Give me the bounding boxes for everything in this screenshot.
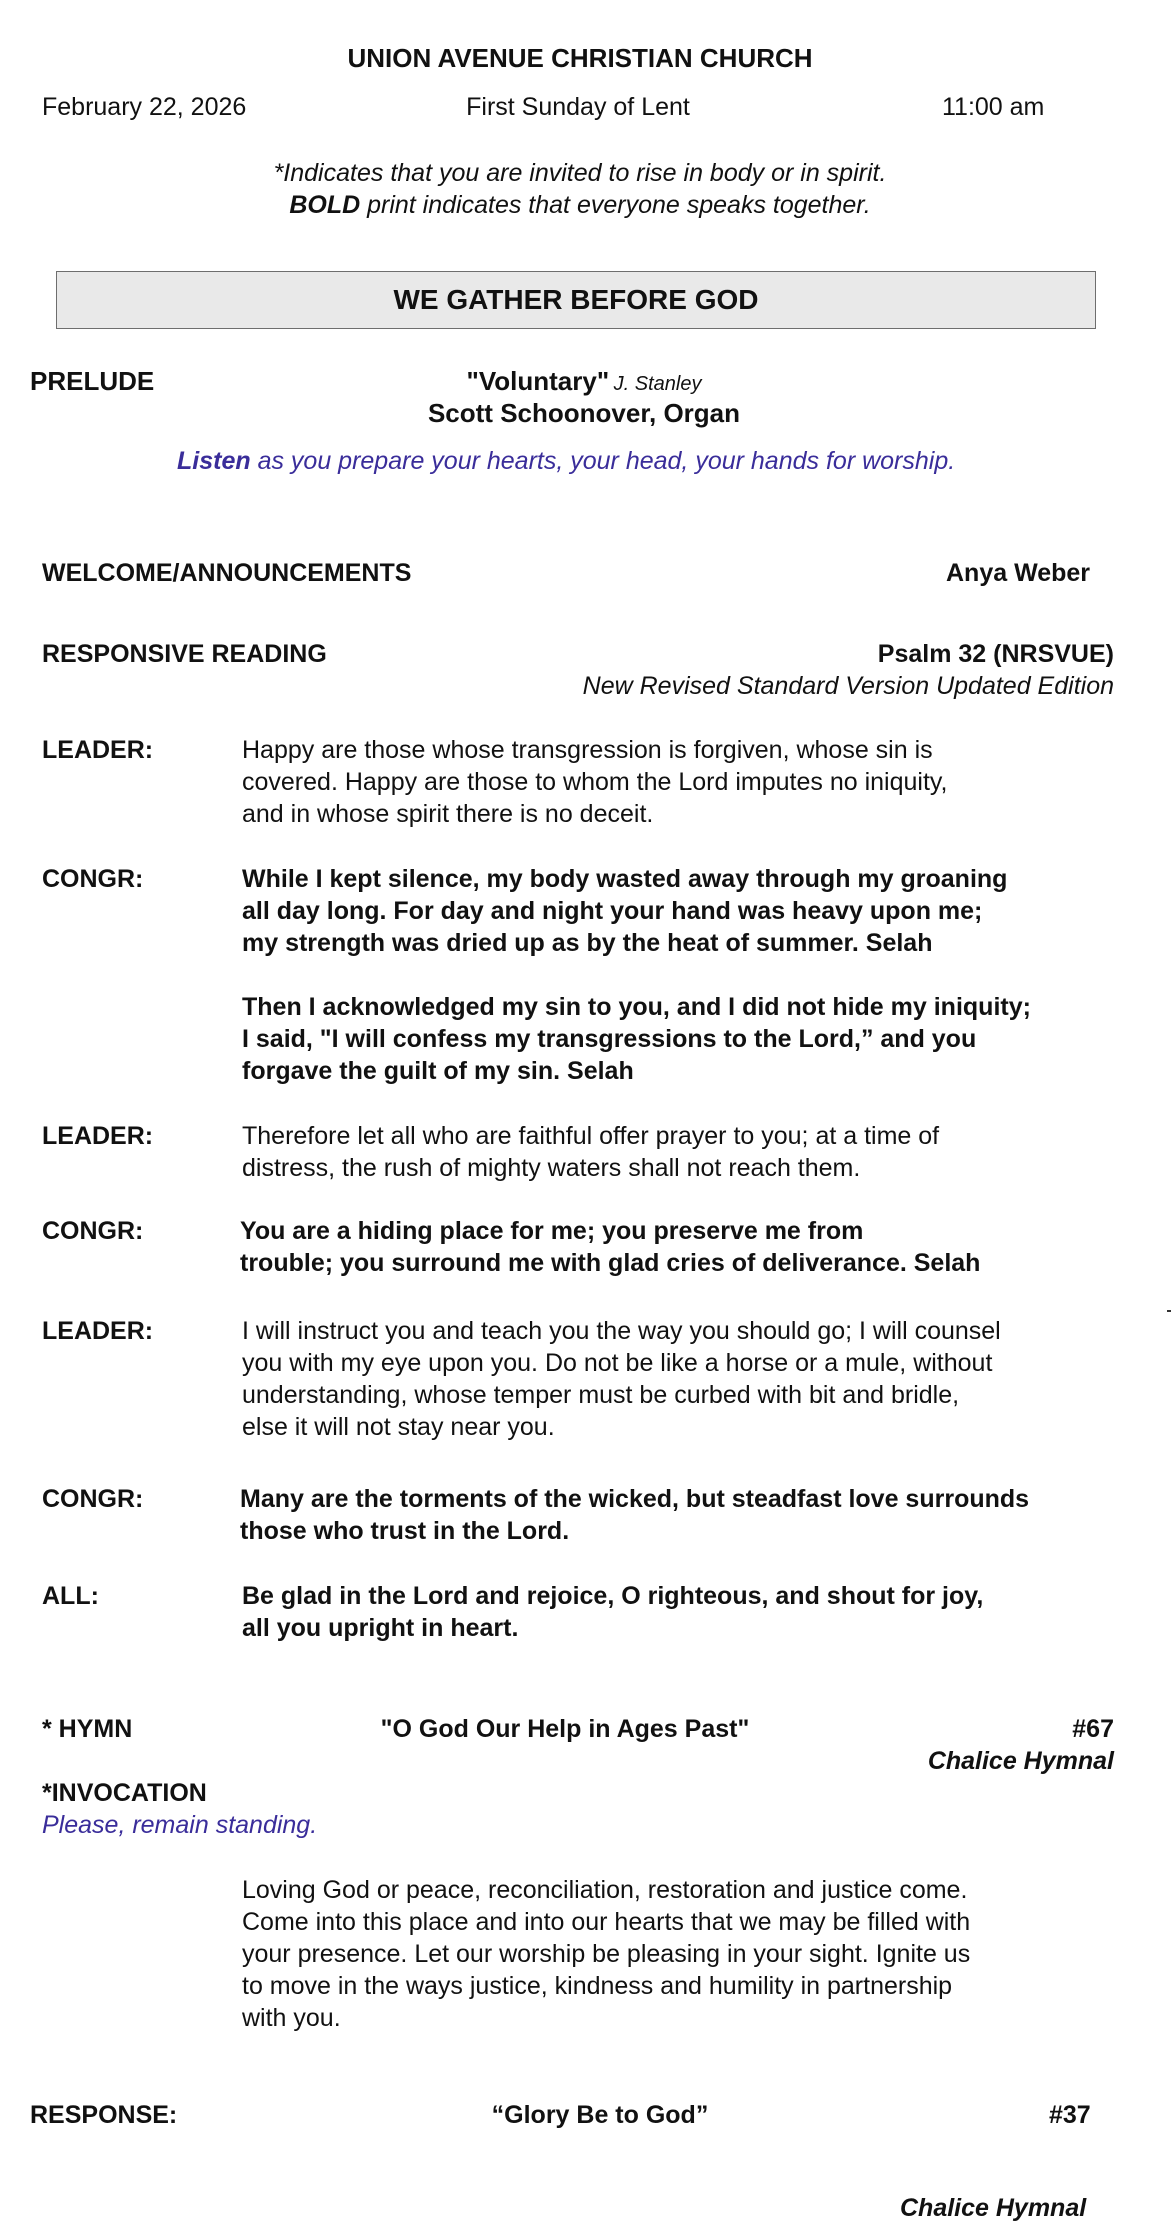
margin-mark	[1167, 1310, 1171, 1312]
role-label: CONGR:	[42, 1485, 144, 1513]
role-label: CONGR:	[42, 1217, 144, 1245]
reading-label: RESPONSIVE READING	[42, 640, 327, 668]
rise-note: *Indicates that you are invited to rise in body or in spirit.	[273, 159, 887, 187]
invocation-label: *INVOCATION	[42, 1779, 207, 1807]
reading-version: New Revised Standard Version Updated Edition	[582, 672, 1114, 700]
hymn-label: * HYMN	[42, 1715, 133, 1743]
welcome-leader: Anya Weber	[946, 559, 1091, 587]
reading-text	[242, 1120, 939, 1184]
reading-line: Then I acknowledged my sin to you, and I did not hide my iniquity;	[242, 993, 1031, 1021]
response-number: #37	[1049, 2101, 1091, 2129]
role-label: ALL:	[42, 1582, 99, 1610]
reading-text	[242, 734, 947, 830]
invocation-instruction: Please, remain standing.	[42, 1811, 318, 1839]
reading-line: all you upright in heart.	[242, 1614, 519, 1642]
response-title: “Glory Be to God”	[491, 2101, 709, 2129]
reading-line: Be glad in the Lord and rejoice, O righteous, and shout for joy,	[242, 1582, 984, 1610]
reading-line: I said, "I will confess my transgressions to the Lord,” and you	[242, 1025, 977, 1053]
invocation-text	[242, 1874, 970, 2034]
reading-line: Therefore let all who are faithful offer prayer to you; at a time of	[242, 1122, 940, 1150]
role-label: CONGR:	[42, 865, 144, 893]
bold-note	[0, 189, 1160, 221]
reading-line: Many are the torments of the wicked, but steadfast love surrounds	[240, 1485, 1030, 1513]
role-label: LEADER:	[42, 1122, 154, 1150]
prelude-title: "Voluntary"	[466, 366, 610, 396]
bold-note-rest: print indicates that everyone speaks together.	[360, 191, 871, 219]
reading-passage: Psalm 32 (NRSVUE)	[877, 640, 1114, 668]
reading-line: Happy are those whose transgression is forgiven, whose sin is	[242, 736, 933, 764]
invocation-line: to move in the ways justice, kindness and humility in partnership	[242, 1972, 953, 2000]
prelude-instruction-rest: as you prepare your hearts, your head, your hands for worship.	[250, 447, 956, 475]
reading-line: trouble; you surround me with glad cries of deliverance. Selah	[240, 1249, 981, 1277]
invocation-line: with you.	[242, 2004, 341, 2032]
reading-text	[240, 1483, 1029, 1547]
hymnal-name: Chalice Hymnal	[927, 1747, 1114, 1775]
invocation-line: Loving God or peace, reconciliation, restoration and justice come.	[242, 1876, 968, 1904]
prelude-composer: J. Stanley	[613, 373, 702, 395]
reading-text	[242, 863, 1007, 959]
welcome-label: WELCOME/ANNOUNCEMENTS	[42, 559, 412, 587]
reading-line: you with my eye upon you. Do not be like a horse or a mule, without	[242, 1349, 993, 1377]
service-date: February 22, 2026	[42, 93, 247, 121]
church-name: UNION AVENUE CHRISTIAN CHURCH	[347, 43, 813, 73]
role-label: LEADER:	[42, 1317, 154, 1345]
prelude-performer: Scott Schoonover, Organ	[427, 398, 741, 428]
response-hymnal-cut: Chalice Hymnal	[900, 2194, 1087, 2222]
hymn-number: #67	[1072, 1715, 1114, 1743]
reading-line: You are a hiding place for me; you preserve me from	[240, 1217, 864, 1245]
service-time: 11:00 am	[942, 93, 1045, 121]
reading-line: those who trust in the Lord.	[240, 1517, 570, 1545]
liturgical-day: First Sunday of Lent	[466, 93, 690, 121]
reading-line: and in whose spirit there is no deceit.	[242, 800, 654, 828]
reading-line: forgave the guilt of my sin. Selah	[242, 1057, 634, 1085]
bold-word: BOLD	[289, 191, 361, 219]
invocation-line: your presence. Let our worship be pleasing in your sight. Ignite us	[242, 1940, 971, 1968]
listen-word: Listen	[177, 447, 251, 475]
reading-line: understanding, whose temper must be curbed with bit and bridle,	[242, 1381, 960, 1409]
reading-text	[242, 1580, 983, 1644]
reading-line: covered. Happy are those to whom the Lord imputes no iniquity,	[242, 768, 948, 796]
prelude-instruction	[177, 445, 955, 477]
section-title-box: WE GATHER BEFORE GOD	[56, 271, 1096, 329]
reading-line: else it will not stay near you.	[242, 1413, 555, 1441]
reading-line: distress, the rush of mighty waters shall not reach them.	[242, 1154, 861, 1182]
reading-line: my strength was dried up as by the heat of summer. Selah	[242, 929, 933, 957]
reading-line: I will instruct you and teach you the way you should go; I will counsel	[242, 1317, 1001, 1345]
role-label: LEADER:	[42, 736, 154, 764]
response-label: RESPONSE:	[30, 2101, 178, 2129]
reading-text	[242, 991, 1031, 1087]
reading-line: all day long. For day and night your hand was heavy upon me;	[242, 897, 983, 925]
prelude-label: PRELUDE	[30, 366, 155, 396]
invocation-line: Come into this place and into our hearts that we may be filled with	[242, 1908, 971, 1936]
reading-line: While I kept silence, my body wasted away through my groaning	[242, 865, 1008, 893]
hymn-title: "O God Our Help in Ages Past"	[380, 1715, 750, 1743]
reading-text	[240, 1215, 980, 1279]
reading-text	[242, 1315, 1001, 1443]
